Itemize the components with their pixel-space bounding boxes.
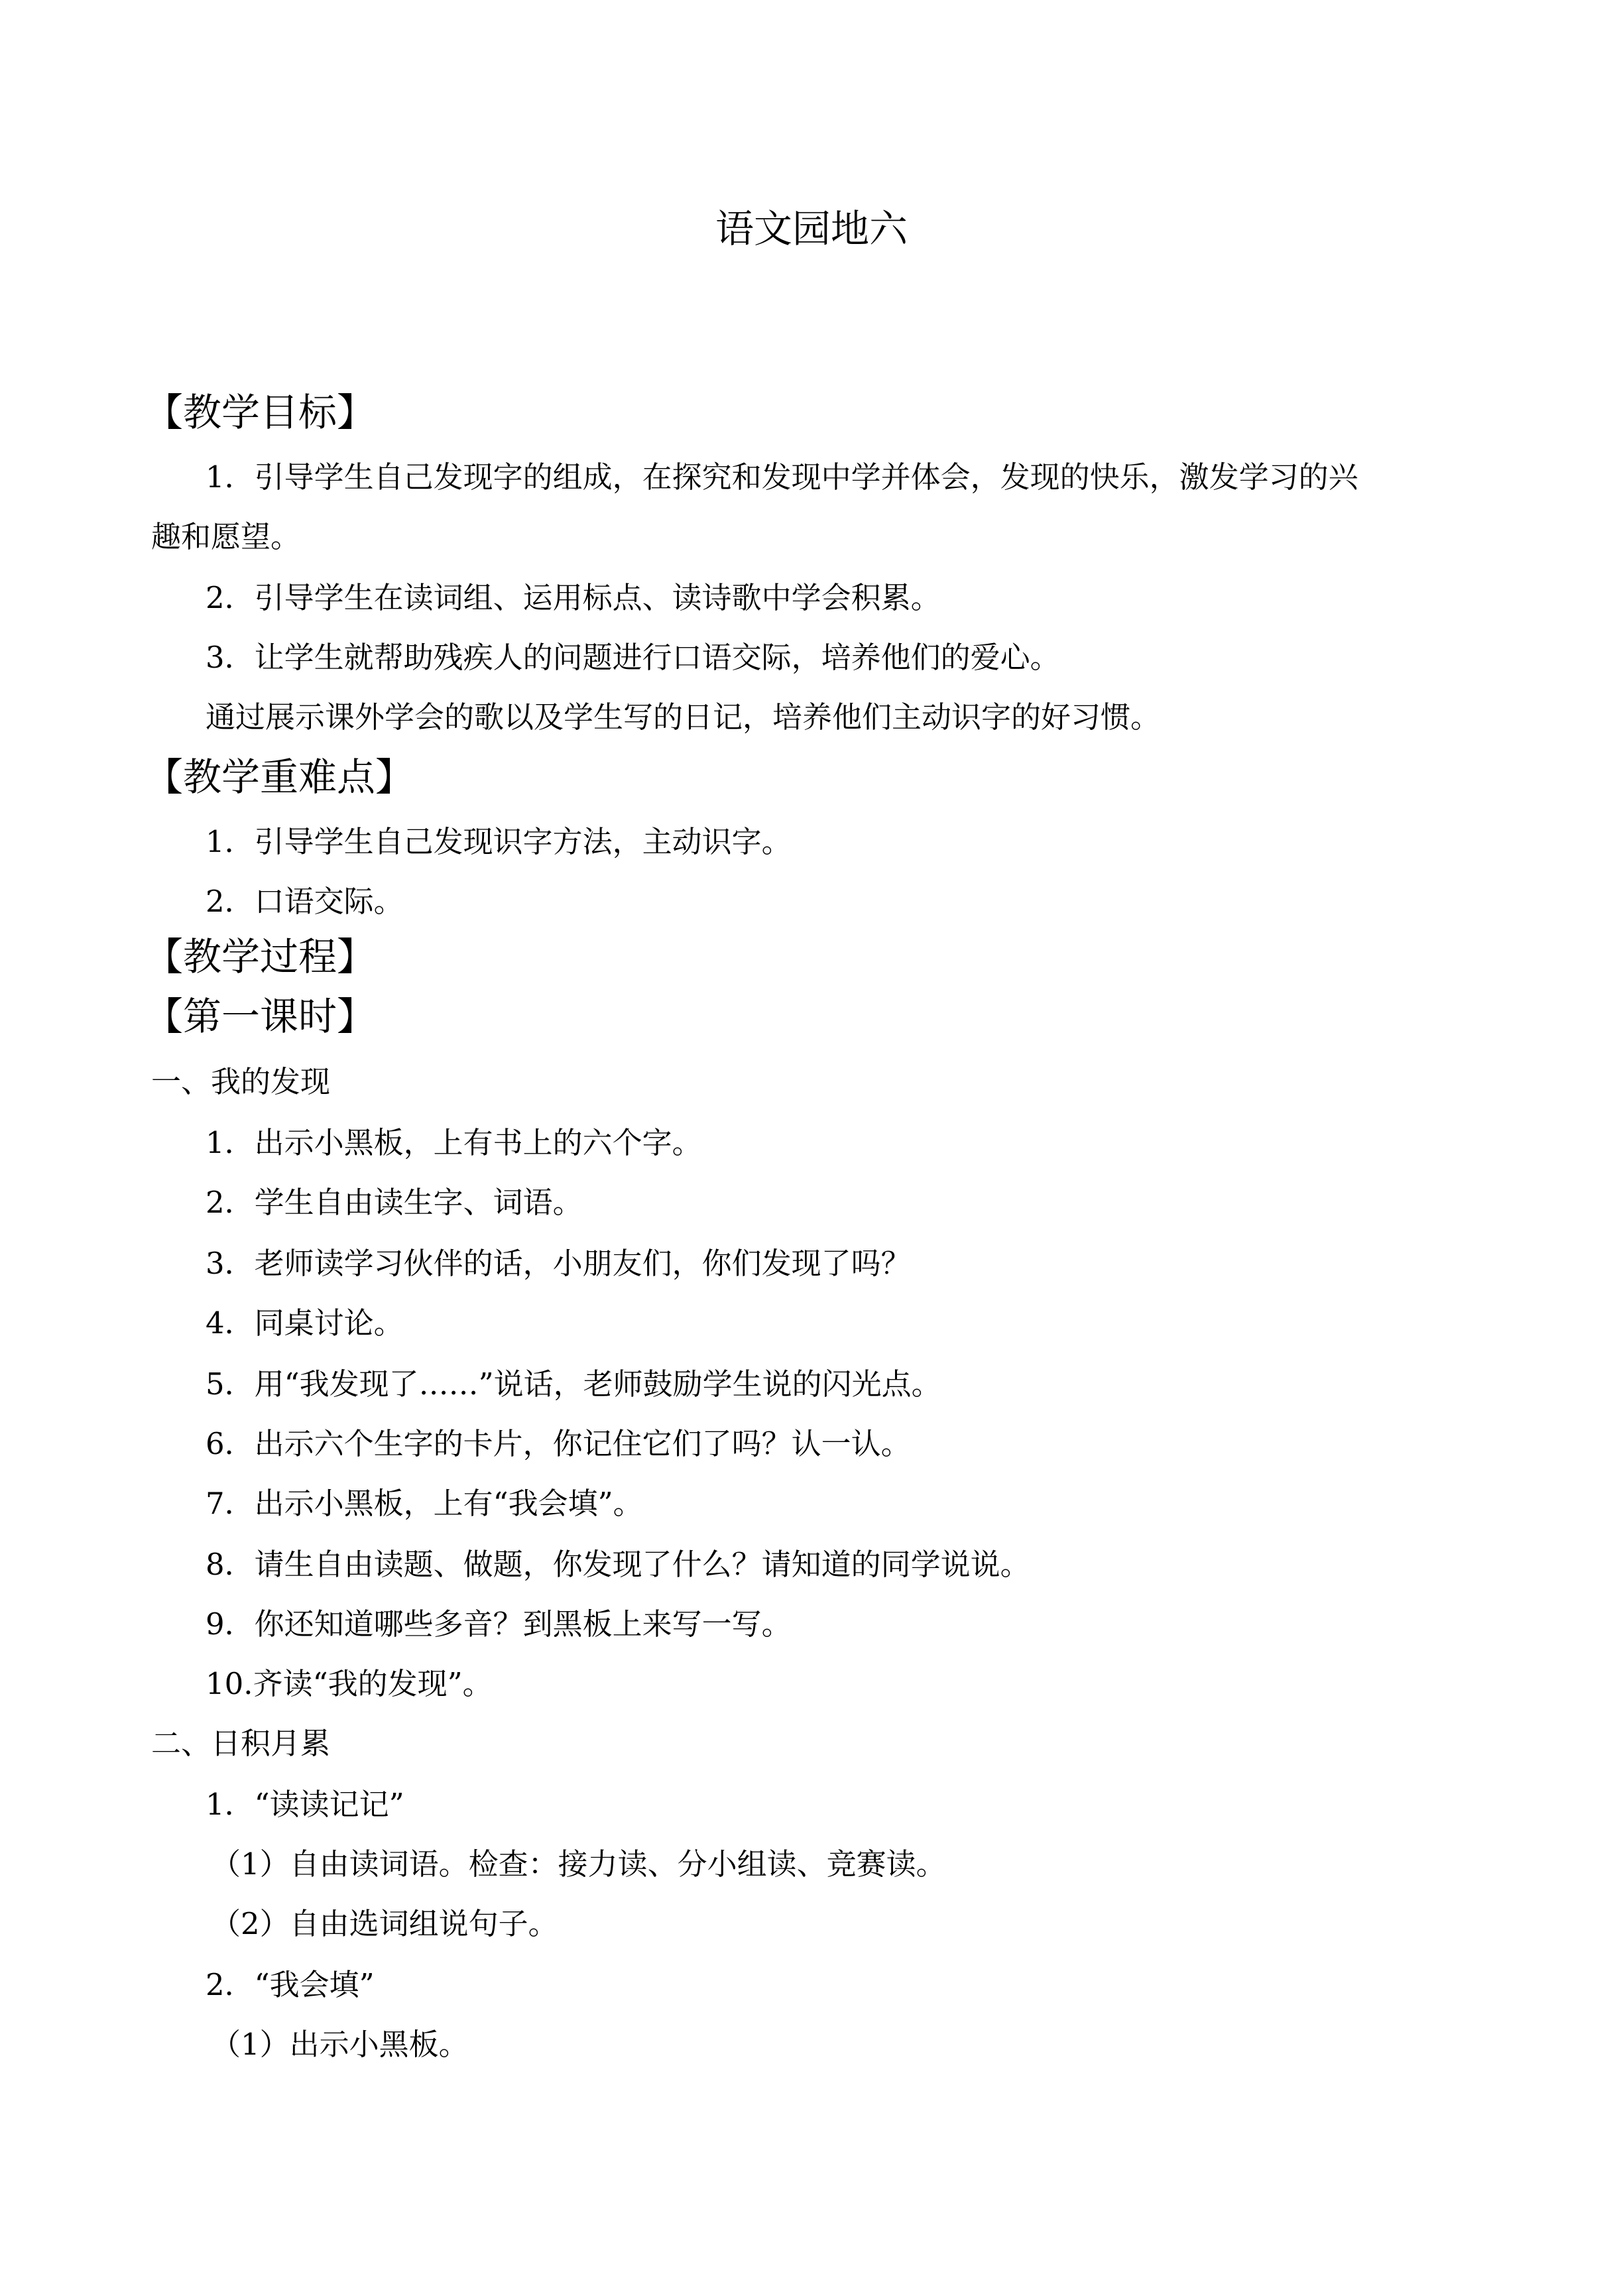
list-item: 6．出示六个生字的卡片，你记住它们了吗？认一认。 <box>206 1426 911 1461</box>
objective-item-4: 通过展示课外学会的歌以及学生写的日记，培养他们主动识字的好习惯。 <box>206 699 1161 735</box>
list-item: 9．你还知道哪些多音？到黑板上来写一写。 <box>206 1606 792 1642</box>
objective-item-1: 1．引导学生自己发现字的组成，在探究和发现中学并体会，发现的快乐，激发学习的兴 <box>206 459 1358 495</box>
list-item: 8．请生自由读题、做题，你发现了什么？请知道的同学说说。 <box>206 1547 1030 1582</box>
list-item: 1．出示小黑板，上有书上的六个字。 <box>206 1125 702 1160</box>
objective-item-2: 2．引导学生在读词组、运用标点、读诗歌中学会积累。 <box>206 580 941 615</box>
process-heading: 【教学过程】 <box>145 934 376 979</box>
list-item: 5．用“我发现了……”说话，老师鼓励学生说的闪光点。 <box>206 1366 941 1402</box>
key-point-item-2: 2．口语交际。 <box>206 884 404 919</box>
subsection-1-title: 1．“读读记记” <box>206 1787 404 1822</box>
subsection-2-title: 2．“我会填” <box>206 1967 375 2002</box>
list-item: （1）自由读词语。检查：接力读、分小组读、竞赛读。 <box>211 1846 946 1882</box>
list-item: （1）出示小黑板。 <box>211 2027 469 2062</box>
page-title: 语文园地六 <box>715 206 908 251</box>
section-1-title: 一、我的发现 <box>151 1064 331 1099</box>
section-2-title: 二、日积月累 <box>151 1726 331 1761</box>
objective-item-3: 3．让学生就帮助残疾人的问题进行口语交际，培养他们的爱心。 <box>206 640 1060 675</box>
list-item: 4．同桌讨论。 <box>206 1305 404 1341</box>
key-point-item-1: 1．引导学生自己发现识字方法，主动识字。 <box>206 824 792 859</box>
objectives-heading: 【教学目标】 <box>145 390 376 435</box>
list-item: 7．出示小黑板，上有“我会填”。 <box>206 1486 643 1521</box>
list-item: 10.齐读“我的发现”。 <box>206 1666 493 1701</box>
list-item: （2）自由选词组说句子。 <box>211 1906 558 1941</box>
list-item: 3．老师读学习伙伴的话，小朋友们，你们发现了吗？ <box>206 1246 911 1281</box>
objective-item-1-cont: 趣和愿望。 <box>151 519 301 554</box>
lesson-heading: 【第一课时】 <box>145 994 376 1039</box>
list-item: 2．学生自由读生字、词语。 <box>206 1185 583 1220</box>
key-points-heading: 【教学重难点】 <box>145 755 414 800</box>
